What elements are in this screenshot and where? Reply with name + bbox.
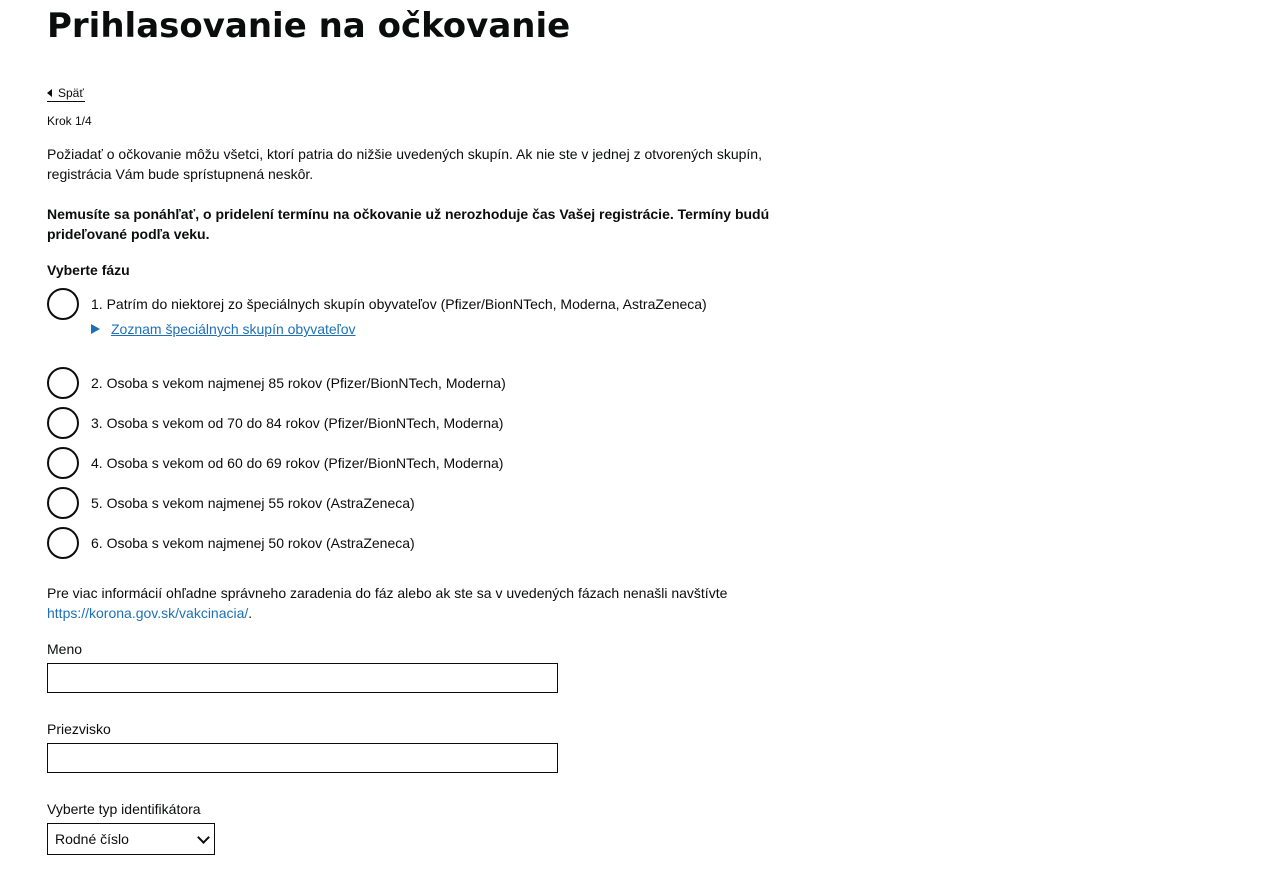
phase-option-3[interactable]: [47, 407, 503, 439]
phase-option-6[interactable]: [47, 527, 415, 559]
phase-option-4[interactable]: [47, 447, 503, 479]
phase-option-4-radio[interactable]: [47, 447, 79, 479]
id-type-select[interactable]: [47, 823, 215, 855]
phase-option-6-label[interactable]: 6. Osoba s vekom najmenej 50 rokov (AstraZeneca): [91, 535, 415, 551]
phase-option-2-radio[interactable]: [47, 367, 79, 399]
phase-option-5[interactable]: [47, 487, 415, 519]
last-name-label: Priezvisko: [47, 721, 111, 737]
back-link-label: Späť: [58, 86, 84, 100]
phase-option-3-label[interactable]: 3. Osoba s vekom od 70 do 84 rokov (Pfizer/BionNTech, Moderna): [91, 415, 504, 431]
phase-option-1-label[interactable]: 1. Patrím do niektorej zo špeciálnych skupín obyvateľov (Pfizer/BionNTech, Moderna, AstraZeneca): [91, 296, 707, 312]
last-name-input[interactable]: [47, 743, 558, 773]
special-groups-link[interactable]: Zoznam špeciálnych skupín obyvateľov: [111, 321, 356, 337]
more-info-body: Pre viac informácií ohľadne správneho zaradenia do fáz alebo ak ste sa v uvedených fázach nenašli navštívte: [47, 585, 728, 601]
phase-option-1-radio[interactable]: [47, 288, 79, 320]
back-arrow-icon: [47, 89, 52, 97]
back-link[interactable]: [47, 85, 85, 102]
phase-option-4-label[interactable]: 4. Osoba s vekom od 60 do 69 rokov (Pfizer/BionNTech, Moderna): [91, 455, 504, 471]
step-indicator: Krok 1/4: [47, 114, 92, 128]
phase-option-3-radio[interactable]: [47, 407, 79, 439]
notice-text: Nemusíte sa ponáhľať, o pridelení termínu na očkovanie už nerozhoduje čas Vašej registrácie. Termíny budú prideľované podľa veku.: [47, 206, 770, 242]
korona-vaccination-link[interactable]: https://korona.gov.sk/vakcinacia/: [47, 605, 249, 621]
id-type-label: Vyberte typ identifikátora: [47, 801, 201, 817]
special-groups-details[interactable]: [91, 319, 356, 339]
more-info-text: [47, 583, 787, 623]
phase-option-5-label[interactable]: 5. Osoba s vekom najmenej 55 rokov (AstraZeneca): [91, 495, 415, 511]
page-title: Prihlasovanie na očkovanie: [47, 6, 571, 46]
intro-text: Požiadať o očkovanie môžu všetci, ktorí patria do nižšie uvedených skupín. Ak nie ste v jednej z otvorených skupín, registrácia Vám bude sprístupnená neskôr.: [47, 146, 762, 182]
phase-option-5-radio[interactable]: [47, 487, 79, 519]
phase-legend: Vyberte fázu: [47, 262, 130, 278]
more-info-suffix: .: [248, 605, 253, 621]
phase-option-2-label[interactable]: 2. Osoba s vekom najmenej 85 rokov (Pfizer/BionNTech, Moderna): [91, 375, 506, 391]
phase-option-1[interactable]: [47, 288, 707, 320]
phase-option-2[interactable]: [47, 367, 506, 399]
id-type-selected-value[interactable]: Rodné číslo: [55, 831, 129, 847]
first-name-input[interactable]: [47, 663, 558, 693]
chevron-down-icon[interactable]: [197, 831, 210, 844]
disclosure-triangle-icon[interactable]: [91, 324, 100, 334]
first-name-label: Meno: [47, 641, 83, 657]
phase-option-6-radio[interactable]: [47, 527, 79, 559]
